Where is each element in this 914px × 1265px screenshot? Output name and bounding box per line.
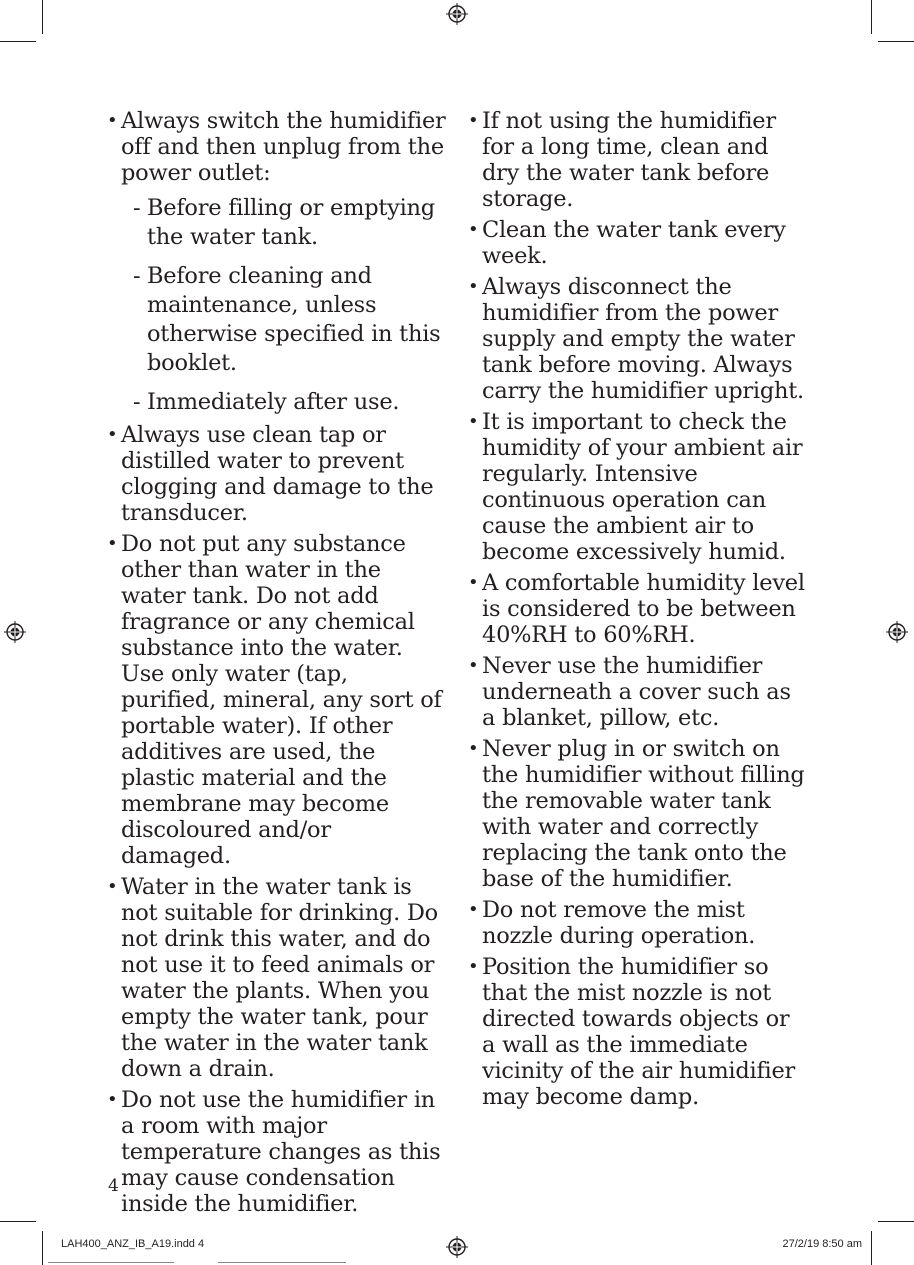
registration-target-icon — [886, 621, 908, 643]
list-item-text: Do not use the humidifier in a room with major temperature changes as this may cause condensation inside the humidifier. — [121, 1087, 441, 1217]
list-item-text: Always switch the humidifier off and then unplug from the power outlet: — [121, 108, 446, 186]
list-item-text: Position the humidifier so that the mist nozzle is not directed towards objects or a wall as the immediate vicinity of the air humidifier may become damp. — [482, 954, 796, 1110]
list-item — [468, 108, 808, 212]
list-item — [107, 422, 447, 526]
bullet: • — [468, 110, 479, 131]
bullet: • — [107, 533, 118, 554]
right-column — [468, 108, 808, 1115]
list-item-text: Never use the humidifier underneath a cover such as a blanket, pillow, etc. — [482, 653, 791, 731]
bullet: • — [107, 876, 118, 897]
list-item — [468, 954, 808, 1110]
sub-list-item-text: Before filling or emptying the water tank. — [147, 195, 435, 250]
crop-mark — [0, 41, 36, 42]
sub-list-item-text: Before cleaning and maintenance, unless otherwise specified in this booklet. — [147, 263, 441, 376]
slug-filename: LAH400_ANZ_IB_A19.indd 4 — [61, 1238, 205, 1250]
list-item-text: Always disconnect the humidifier from the power supply and empty the water tank before moving. Always carry the humidifier upright. — [482, 274, 804, 404]
list-item-text: Do not remove the mist nozzle during operation. — [482, 897, 756, 949]
crop-mark — [42, 1231, 43, 1265]
registration-target-icon — [446, 3, 468, 25]
crop-mark — [878, 1221, 914, 1222]
list-item-text: Do not put any substance other than water in the water tank. Do not add fragrance or any chemical substance into the water. Use only water (tap, purified, mineral, any sort of portable water). If other additives are used, the plastic material and the membrane may become discoloured and/or damaged. — [121, 531, 442, 869]
left-column — [107, 108, 447, 1222]
bullet: • — [468, 655, 479, 676]
list-item — [468, 274, 808, 404]
bullet: • — [468, 738, 479, 759]
list-item-text: Always use clean tap or distilled water to prevent clogging and damage to the transducer. — [121, 422, 434, 526]
list-item-text: If not using the humidifier for a long time, clean and dry the water tank before storage. — [482, 108, 776, 212]
sub-list-item — [121, 388, 447, 417]
list-item-text: Never plug in or switch on the humidifier without filling the removable water tank with water and correctly replacing the tank onto the base of the humidifier. — [482, 736, 805, 892]
list-item — [107, 1087, 447, 1217]
divider — [218, 1262, 346, 1263]
bullet: • — [107, 424, 118, 445]
bullet: • — [468, 572, 479, 593]
divider — [48, 1262, 174, 1263]
crop-mark — [0, 1221, 36, 1222]
slug-timestamp: 27/2/19 8:50 am — [782, 1238, 862, 1250]
registration-target-icon — [4, 621, 26, 643]
bullet: • — [107, 110, 118, 131]
list-item — [468, 409, 808, 565]
list-item — [468, 897, 808, 949]
dash: - — [133, 389, 141, 415]
list-item-text: Clean the water tank every week. — [482, 217, 786, 269]
sub-list-item — [121, 262, 447, 378]
list-item — [468, 570, 808, 648]
registration-target-icon — [446, 1236, 468, 1258]
bullet: • — [468, 276, 479, 297]
list-item — [468, 653, 808, 731]
bullet: • — [468, 956, 479, 977]
list-item — [468, 736, 808, 892]
crop-mark — [871, 0, 872, 34]
list-item-text: Water in the water tank is not suitable for drinking. Do not drink this water, and do not use it to feed animals or water the plants. When you empty the water tank, pour the water in the water tank down a drain. — [121, 874, 438, 1082]
bullet: • — [468, 411, 479, 432]
list-item-text: It is important to check the humidity of your ambient air regularly. Intensive continuous operation can cause the ambient air to become excessively humid. — [482, 409, 803, 565]
bullet: • — [468, 219, 479, 240]
crop-mark — [42, 0, 43, 34]
crop-mark — [878, 41, 914, 42]
list-item — [107, 108, 447, 417]
dash: - — [133, 263, 141, 289]
bullet: • — [468, 899, 479, 920]
list-item-text: A comfortable humidity level is considered to be between 40%RH to 60%RH. — [482, 570, 805, 648]
bullet: • — [107, 1089, 118, 1110]
dash: - — [133, 195, 141, 221]
list-item — [468, 217, 808, 269]
sub-list-item — [121, 194, 447, 252]
sub-list-item-text: Immediately after use. — [147, 389, 400, 415]
list-item — [107, 531, 447, 869]
crop-mark — [871, 1231, 872, 1265]
page-number: 4 — [108, 1176, 119, 1196]
list-item — [107, 874, 447, 1082]
